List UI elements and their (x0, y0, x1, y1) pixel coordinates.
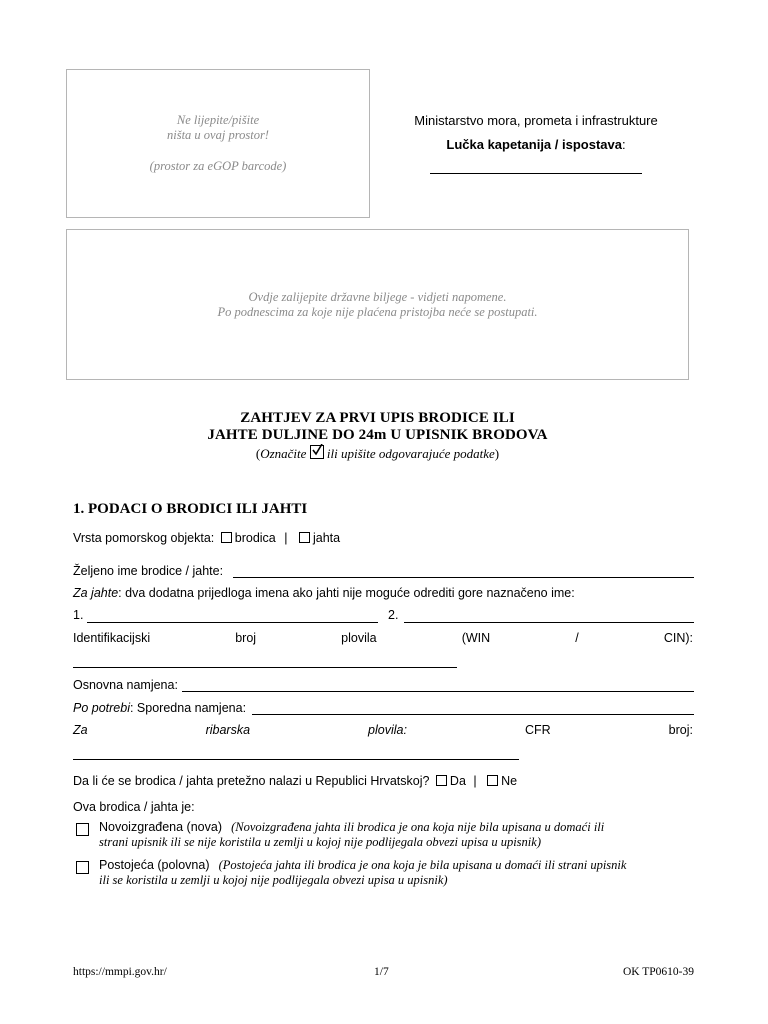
section-heading: 1. PODACI O BRODICI ILI JAHTI (73, 501, 308, 517)
suggestion2-label: 2. (388, 608, 399, 622)
new-vessel-label: Novoizgrađena (nova) (99, 820, 222, 834)
desired-name-field[interactable] (233, 565, 694, 578)
barcode-note-line1: Ne lijepite/pišite (176, 113, 260, 127)
new-vessel-desc-line2: strani upisnik ili se nije koristila u zemlji u kojoj nije podlijegala obvezi upisa u upisnik) (99, 835, 541, 849)
form-title-line2: JAHTE DULJINE DO 24m U UPISNIK BRODOVA (207, 427, 548, 443)
da-checkbox[interactable] (436, 775, 447, 786)
office-field[interactable] (430, 165, 642, 174)
new-vessel-desc-line1: (Novoizgrađena jahta ili brodica je ona koja nije bila upisana u domaći ili (231, 820, 605, 834)
form-title-note: (Označite ili upišite odgovarajuće podatke) (255, 446, 500, 461)
footer-url[interactable]: https://mmpi.gov.hr/ (73, 966, 167, 978)
stamp-note-line2: Po podnescima za koje nije plaćena pristojba neće se postupati. (217, 305, 538, 319)
existing-vessel-desc-line1: (Postojeća jahta ili brodica je ona koja je bila upisana u domaći ili strani upisnik (218, 858, 627, 872)
brodica-checkbox[interactable] (221, 532, 232, 543)
cfr-label: Za ribarska plovila: CFR broj: (73, 723, 693, 737)
footer-page-number: 1/7 (374, 966, 389, 978)
secondary-purpose-field[interactable] (252, 702, 694, 715)
main-purpose-label: Osnovna namjena: (73, 678, 178, 692)
secondary-italic: Po potrebi (73, 701, 130, 715)
checkbox-checked-icon (310, 445, 324, 459)
office-label: Lučka kapetanija / ispostava (446, 137, 622, 152)
yacht-note-italic: Za jahte (73, 586, 119, 600)
new-vessel-checkbox[interactable] (76, 823, 89, 836)
suggestion1-field[interactable] (87, 610, 378, 623)
object-type-label: Vrsta pomorskog objekta: (73, 531, 215, 545)
ne-label: Ne (501, 774, 518, 788)
desired-name-label: Željeno ime brodice / jahte: (73, 564, 224, 578)
secondary-purpose-label: : Sporedna namjena: (129, 701, 247, 715)
suggestion1-label: 1. (73, 608, 84, 622)
ministry-name: Ministarstvo mora, prometa i infrastrukture (414, 113, 658, 128)
suggestion2-field[interactable] (404, 610, 694, 623)
ne-checkbox[interactable] (487, 775, 498, 786)
form-title-line1: ZAHTJEV ZA PRVI UPIS BRODICE ILI (240, 410, 515, 426)
jahta-checkbox[interactable] (299, 532, 310, 543)
stamp-area (66, 229, 689, 380)
yacht-note-text: : dva dodatna prijedloga imena ako jahti nije moguće odrediti gore naznačeno ime: (118, 586, 575, 600)
barcode-area (66, 69, 370, 218)
footer-form-code: OK TP0610-39 (622, 966, 694, 978)
cfr-field[interactable] (73, 747, 519, 760)
existing-vessel-label: Postojeća (polovna) (99, 858, 210, 872)
stamp-note-line1: Ovdje zalijepite državne biljege - vidjeti napomene. (248, 290, 507, 304)
da-label: Da (449, 774, 466, 788)
croatia-question: Da li će se brodica / jahta pretežno nalazi u Republici Hrvatskoj? (73, 774, 430, 788)
vessel-status-label: Ova brodica / jahta je: (73, 800, 195, 814)
main-purpose-field[interactable] (182, 679, 694, 692)
jahta-label: jahta (312, 531, 341, 545)
barcode-note-line3: (prostor za eGOP barcode) (149, 159, 287, 173)
brodica-label: brodica (234, 531, 276, 545)
id-number-label: Identifikacijski broj plovila (WIN / CIN): (73, 631, 693, 645)
existing-vessel-desc-line2: ili se koristila u zemlji u kojoj nije podlijegala obvezi upisa u upisnik) (99, 873, 448, 887)
id-number-field[interactable] (73, 655, 457, 668)
existing-vessel-checkbox[interactable] (76, 861, 89, 874)
barcode-note-line2: ništa u ovaj prostor! (167, 128, 269, 142)
